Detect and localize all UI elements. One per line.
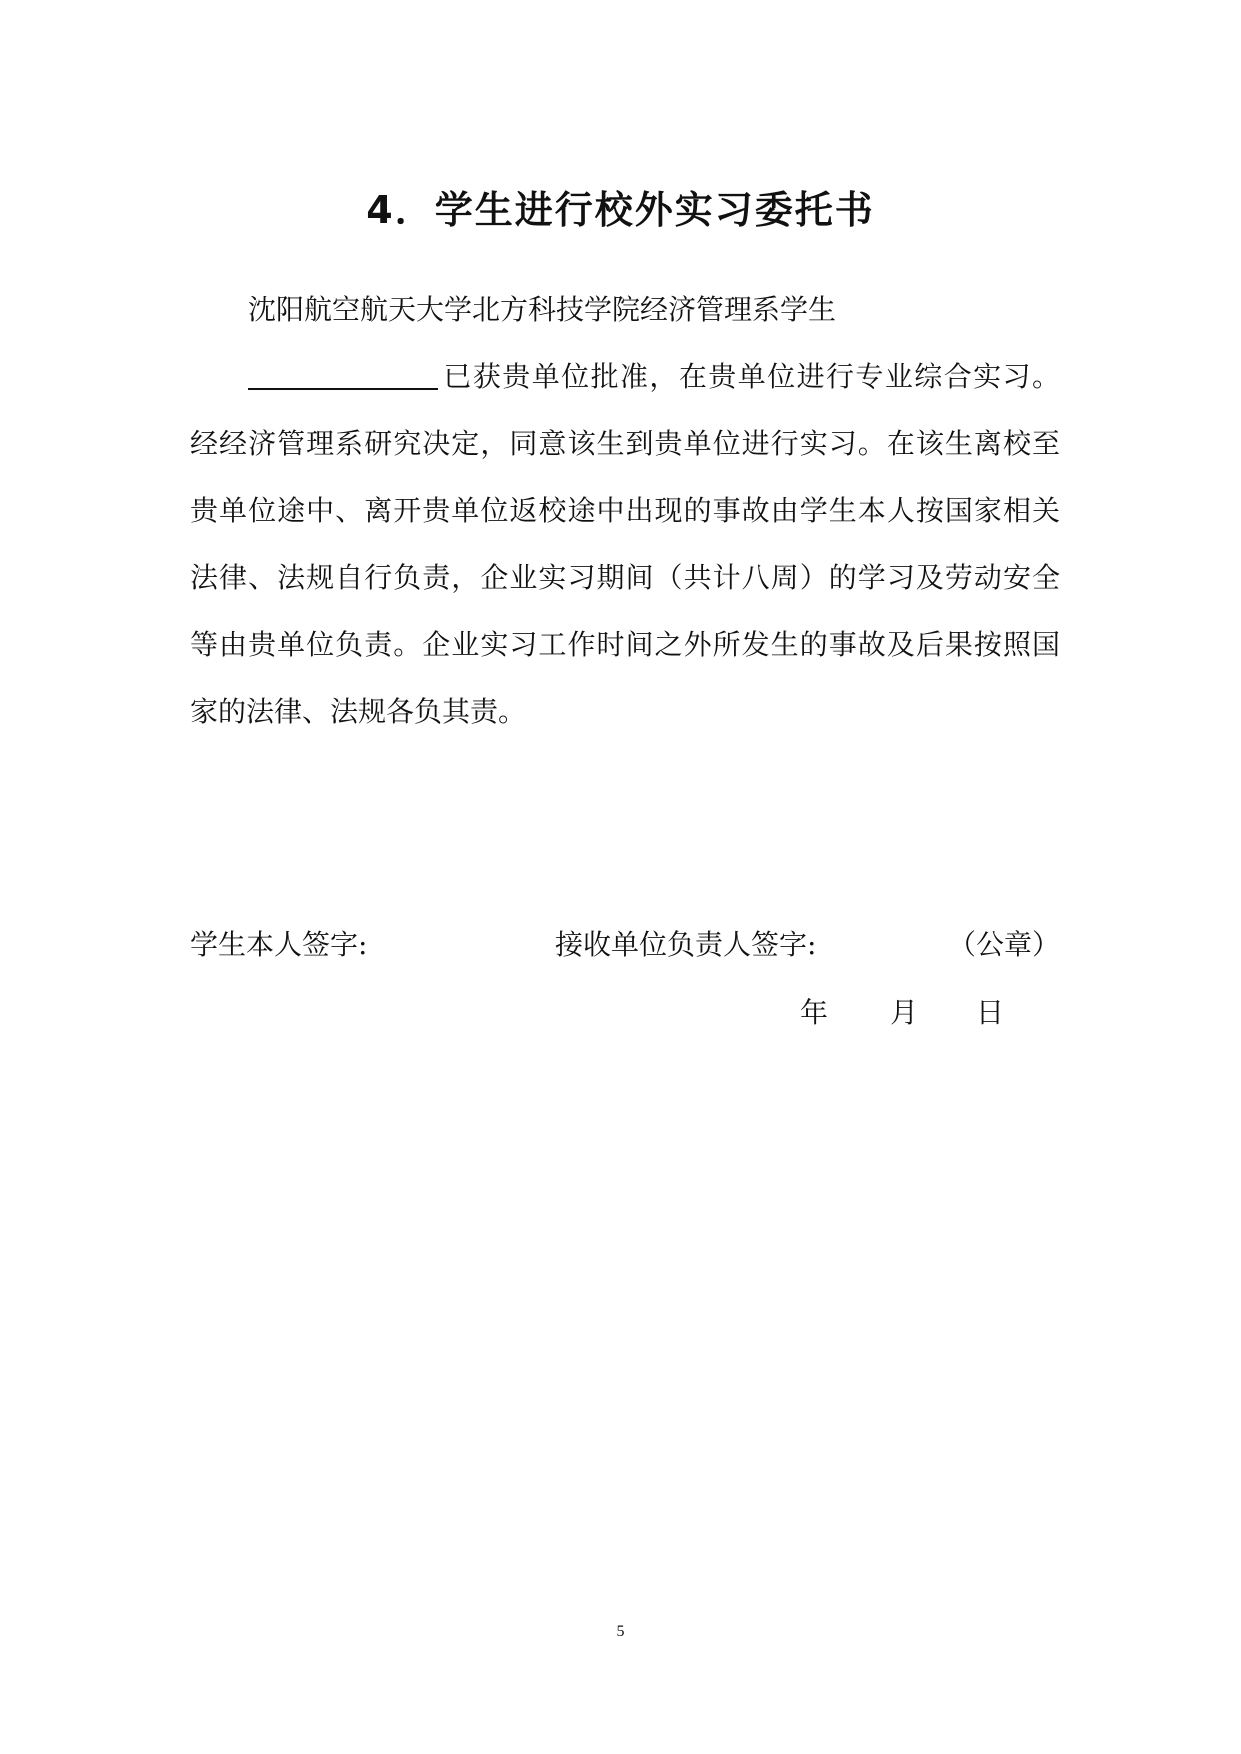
official-seal-label: （公章） [947,928,1060,961]
date-month-label: 月 [890,996,919,1029]
paragraph-line: 家的法律、法规各负其责。 [190,695,527,728]
paragraph-line-text: 已获贵单位批准，在贵单位进行专业综合实习。 [442,360,1060,393]
student-signature-label: 学生本人签字: [190,928,368,961]
page-number: 5 [616,1623,625,1640]
commission-paragraph [190,276,1060,745]
paragraph-line: 法律、法规自行负责，企业实习期间（共计八周）的学习及劳动安全 [190,561,1060,594]
date-day-label: 日 [976,996,1005,1029]
paragraph-line: 贵单位途中、离开贵单位返校途中出现的事故由学生本人按国家相关 [190,494,1060,527]
student-name-blank[interactable] [248,358,438,390]
paragraph-line: 等由贵单位负责。企业实习工作时间之外所发生的事故及后果按照国 [190,628,1060,661]
document-title: 4．学生进行校外实习委托书 [366,188,875,232]
unit-signature-label: 接收单位负责人签字: [555,928,817,961]
paragraph-line: 经经济管理系研究决定，同意该生到贵单位进行实习。在该生离校至 [190,427,1060,460]
date-year-label: 年 [800,996,829,1029]
paragraph-line-with-blank [190,343,1060,410]
signature-row [190,925,1060,965]
paragraph-line: 沈阳航空航天大学北方科技学院经济管理系学生 [248,293,837,326]
